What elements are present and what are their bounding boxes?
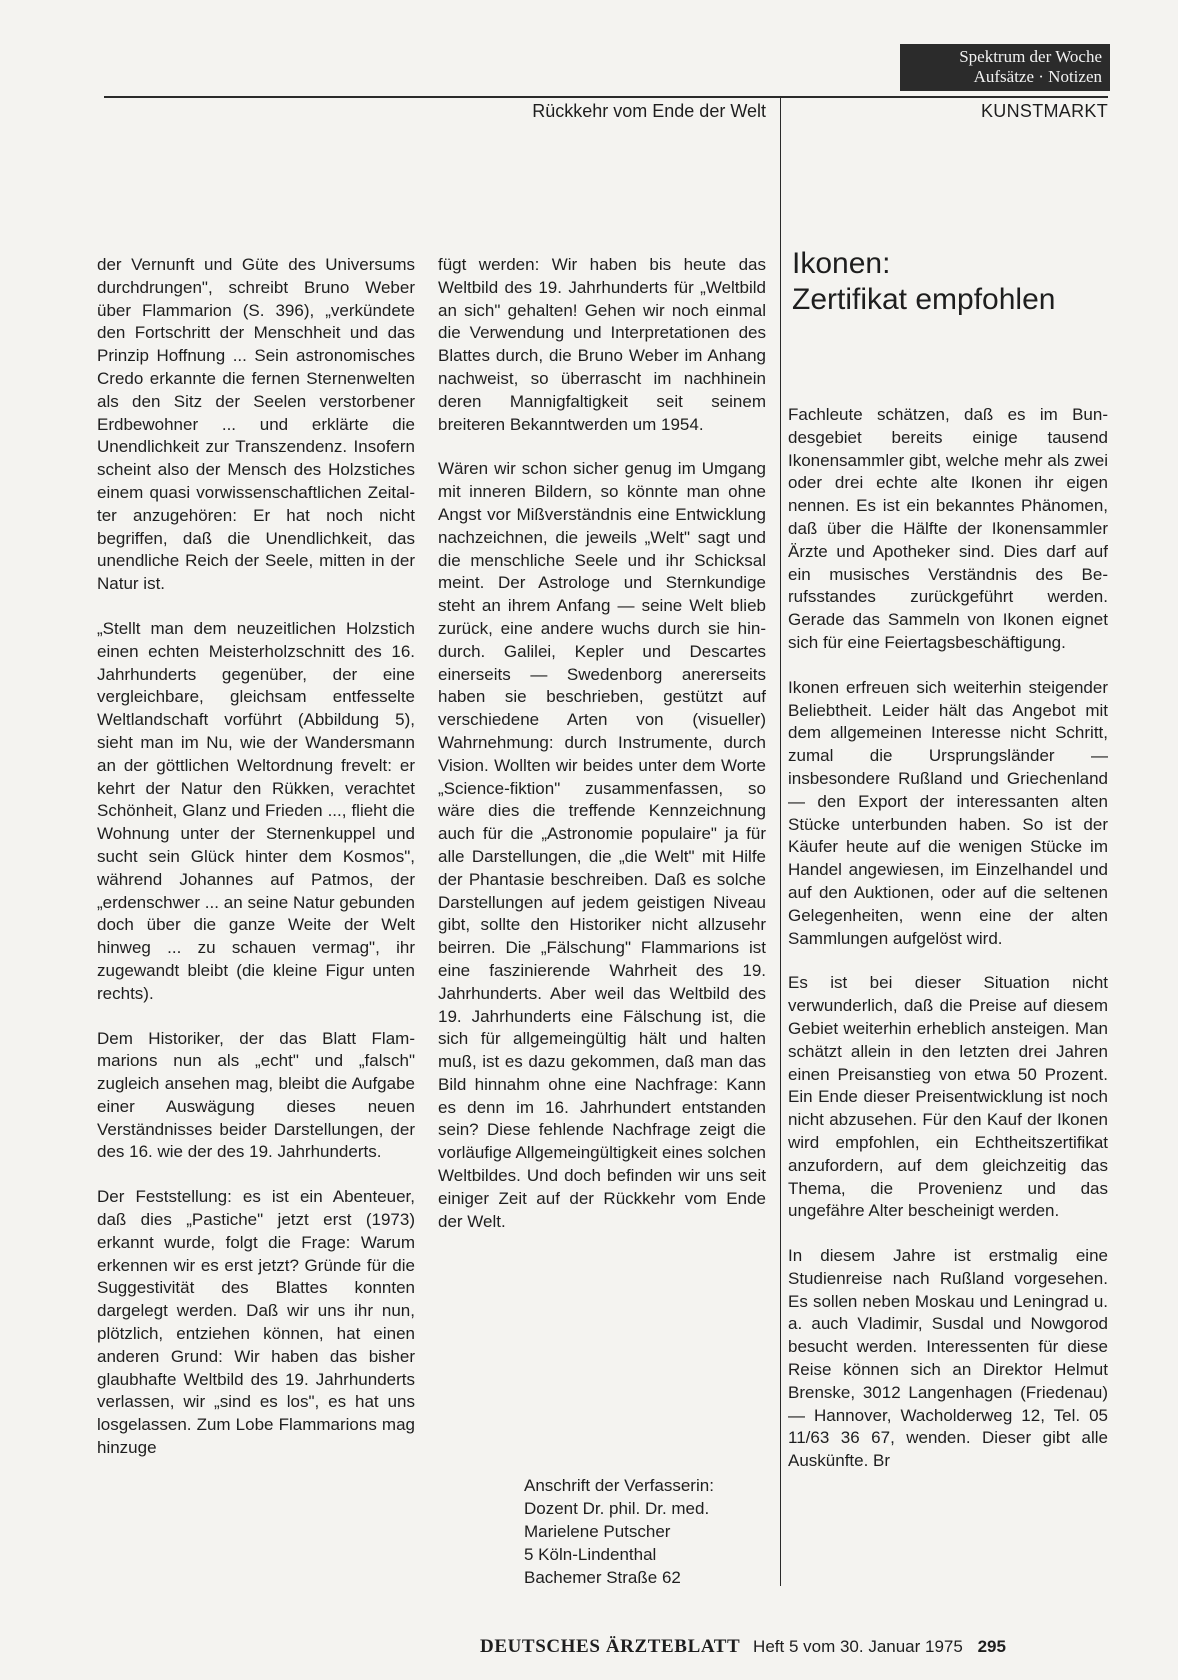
header-rule	[104, 96, 1108, 98]
column-divider	[780, 96, 781, 1586]
headline-line-2: Zertifikat empfohlen	[792, 283, 1056, 316]
paragraph: In diesem Jahre ist erstmalig eine Studienreise nach Rußland vorgesehen. Es sollen neben Moskau und Leningrad u. a. auch Vladimir, Susdal und Nowgorod besucht werden. Interessenten für diese Reise können sich an Direktor Helmut Brenske, 3012 Langenhagen (Friedenau) — Hannover, Wacholderweg 12, Tel. 05 11/63 36 67, wenden. Dieser gibt alle Auskünfte. Br	[788, 1246, 1108, 1471]
running-title: Rückkehr vom Ende der Welt	[532, 101, 766, 121]
journal-name: DEUTSCHES ÄRZTEBLATT	[480, 1636, 741, 1657]
paragraph: Es ist bei dieser Situation nicht verwunderlich, daß die Preise auf diesem Gebiet weiterhin erheblich ansteigen. Man schätzt allein in den letzten drei Jahren einen Preisanstieg von etwa 50 Prozent. Ein Ende dieser Preisentwicklung ist noch nicht abzusehen. Für den Kauf der Ikonen wird empfohlen, ein Echtheitszertifikat anzufordern, auf dem gleichzeitig das Thema, die Provenienz und das ungefähre Alter bescheinigt werden.	[788, 973, 1108, 1221]
paragraph: Der Feststellung: es ist ein Abenteuer, daß dies „Pastiche" jetzt erst (1973) erkannt wurde, folgt die Frage: Warum erkennen wir es erst jetzt? Gründe für die Suggestivität des Blattes konnten dargelegt werden. Daß wir uns ihr nun, plötzlich, entziehen können, hat einen anderen Grund: Wir haben das bisher glaubhafte Weltbild des 19. Jahrhunderts verlassen, wir „sind es los", es hat uns losgelassen. Zum Lobe Flammarions mag hinzuge	[97, 1187, 415, 1458]
headline-line-1: Ikonen:	[792, 247, 891, 280]
address-line: Anschrift der Verfasserin:	[524, 1476, 714, 1495]
market-headline	[792, 246, 1112, 318]
article-left-column	[97, 254, 415, 1482]
author-address	[524, 1474, 714, 1589]
paragraph: Ikonen erfreuen sich weiterhin steigender Beliebtheit. Leider hält das Angebot mit dem allgemeinen Interesse nicht Schritt, zumal die Ursprungsländer — insbesondere Rußland und Griechenland — den Export der interessanten alten Stücke unterbunden haben. So ist der Käufer heute auf die wenigen Stücke im Handel angewiesen, im Einzelhandel und auf den Auktionen, oder auf die seltenen Gelegenheiten, wenn eine der alten Sammlungen aufgelöst wird.	[788, 677, 1108, 948]
address-line: Marielene Putscher	[524, 1522, 671, 1541]
paragraph: Wären wir schon sicher genug im Umgang mit inneren Bildern, so könnte man ohne Angst vor Mißverständnis eine Entwicklung nachzeichnen, die jeweils „Welt" sagt und die menschliche Seele und ihr Schicksal meint. Der Astrologe und Sternkundige steht an ihrem Anfang — seine Welt blieb zurück, eine andere wuchs durch sie hindurch. Galilei, Kepler und Descartes einerseits — Swedenborg anererseits haben sie beschrieben, gestützt auf verschiedene Arten von (visueller) Wahrnehmung: durch Instrumente, durch Vision. Wollten wir beides unter dem Worte „Science-fiktion" zusammenfassen, so wäre dies die treffende Kennzeichnung auch für die „Astronomie populaire" ja für alle Darstellungen, die „die Welt" mit Hilfe der Phantasie beschreiben. Daß es solche Darstellungen auf jedem geistigen Niveau gibt, sollte den Historiker nicht allzusehr beirren. Die „Fälschung" Flammarions ist eine faszinierende Wahrheit des 19. Jahrhunderts. Aber weil das Weltbild des 19. Jahrhunderts eine Fälschung ist, die sich für allgemeingültig hält und halten muß, ist es dazu gekommen, daß man das Bild hinnahm ohne eine Nachfrage: Kann es denn im 16. Jahrhundert entstanden sein? Diese fehlende Nachfrage zeigt die vorläufige Allgemeingültigkeit eines solchen Weltbildes. Und doch befinden wir uns seit einiger Zeit auf der Rückkehr vom Ende der Welt.	[438, 459, 766, 1231]
issue-info: Heft 5 vom 30. Januar 1975	[753, 1637, 963, 1656]
badge-line-1: Spektrum der Woche	[959, 47, 1102, 66]
paragraph: Dem Historiker, der das Blatt Flammarions nun als „echt" und „falsch" zugleich ansehen mag, bleibt die Aufgabe einer Auswägung dieses neuen Verständnisses beider Darstellungen, der des 16. wie der des 19. Jahrhunderts.	[97, 1028, 415, 1162]
page-number: 295	[977, 1637, 1006, 1656]
address-line: Dozent Dr. phil. Dr. med.	[524, 1499, 710, 1518]
badge-line-2: Aufsätze · Notizen	[973, 67, 1102, 86]
page-footer	[480, 1636, 1006, 1658]
paragraph: der Vernunft und Güte des Universums durchdrungen", schreibt Bruno Weber über Flammarion (S. 396), „verkündete den Fortschritt der Menschheit und das Prinzip Hoffnung ... Sein astronomisches Credo erkannte die fernen Sternenwelten als den Sitz der Seelen verstorbener Erdbewohner ... und erklärte die Unendlichkeit zur Transzendenz. Insofern scheint also der Mensch des Holzstiches einem quasi vorwissenschaftlichen Zeitalter anzugehören: Er hat noch nicht begriffen, daß die Unendlichkeit, das unendliche Reich der Seele, mitten in der Natur ist.	[97, 255, 415, 594]
address-line: 5 Köln-Lindenthal	[524, 1545, 657, 1564]
paragraph: fügt werden: Wir haben bis heute das Weltbild des 19. Jahrhunderts für „Weltbild an sich" gehalten! Gehen wir noch einmal die Verwendung und Interpretationen des Blattes durch, die Bruno Weber im Anhang nachweist, so überrascht im nachhinein deren Mannigfaltigkeit seit seinem breiteren Bekanntwerden um 1954.	[438, 255, 766, 434]
paragraph: „Stellt man dem neuzeitlichen Holzstich einen echten Meisterholzschnitt des 16. Jahrhunderts gegenüber, der eine vergleichbare, gleichsam entfesselte Weltlandschaft vorführt (Abbildung 5), sieht man im Nu, wie der Wandersmann an der göttlichen Weltordnung frevelt: er kehrt der Natur den Rükken, verachtet Schönheit, Glanz und Frieden ..., flieht die Wohnung unter der Sternenkuppel und sucht sein Glück hinter dem Kosmos", während Johannes auf Patmos, der „erdenschwer ... an seine Natur gebunden doch über die ganze Weite der Welt hinweg ... zu schauen vermag", ihr zugewandt bleibt (die kleine Figur unten rechts).	[97, 618, 415, 1003]
address-line: Bachemer Straße 62	[524, 1568, 681, 1587]
article-middle-column	[438, 254, 766, 1255]
paragraph: Fachleute schätzen, daß es im Bundesgebiet bereits einige tausend Ikonensammler gibt, welche mehr als zwei oder drei echte alte Ikonen ihr eigen nennen. Es ist ein bekanntes Phänomen, daß über die Hälfte der Ikonensammler Ärzte und Apotheker sind. Dies darf auf ein musisches Verständnis des Berufsstandes zurückgeführt werden. Gerade das Sammeln von Ikonen eignet sich für eine Feiertagsbeschäftigung.	[788, 405, 1108, 652]
section-label: KUNSTMARKT	[980, 101, 1108, 121]
market-column	[788, 404, 1108, 1495]
section-badge	[900, 44, 1110, 91]
